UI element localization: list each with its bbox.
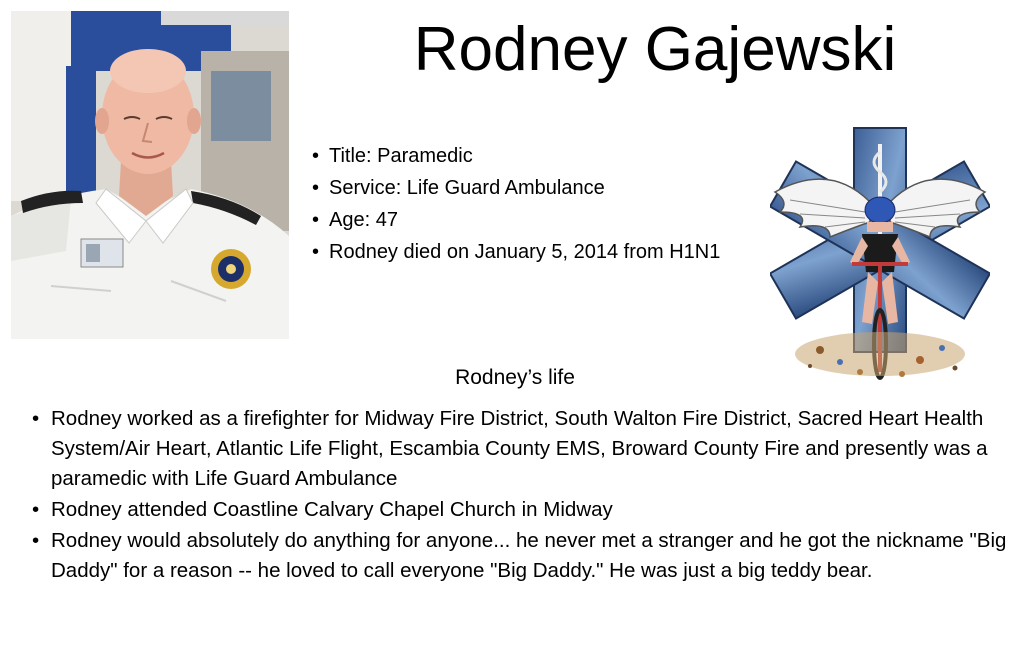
fact-title: • Title: Paramedic bbox=[312, 140, 732, 172]
portrait-photo bbox=[11, 11, 289, 339]
life-list bbox=[32, 404, 1007, 587]
ems-emblem bbox=[770, 122, 990, 384]
fact-service: • Service: Life Guard Ambulance bbox=[312, 172, 732, 204]
fact-death: • Rodney died on January 5, 2014 from H1N1 bbox=[312, 236, 732, 268]
section-heading: Rodney’s life bbox=[455, 366, 575, 389]
page-title: Rodney Gajewski bbox=[413, 15, 897, 84]
fact-age: • Age: 47 bbox=[312, 204, 732, 236]
portrait-icon bbox=[11, 11, 289, 339]
facts-list bbox=[312, 140, 732, 268]
life-item: • Rodney worked as a firefighter for Midway Fire District, South Walton Fire District, Sacred Heart Health System/Air Heart, Atlantic Life Flight, Escambia County EMS, Broward County Fire and presently was a paramedic with Life Guard Ambulance bbox=[32, 404, 1007, 494]
star-of-life-icon bbox=[770, 122, 990, 384]
life-item: • Rodney attended Coastline Calvary Chapel Church in Midway bbox=[32, 495, 1007, 525]
life-item: • Rodney would absolutely do anything for anyone... he never met a stranger and he got the nickname "Big Daddy" for a reason -- he loved to call everyone "Big Daddy." He was just a big teddy bear. bbox=[32, 526, 1007, 586]
